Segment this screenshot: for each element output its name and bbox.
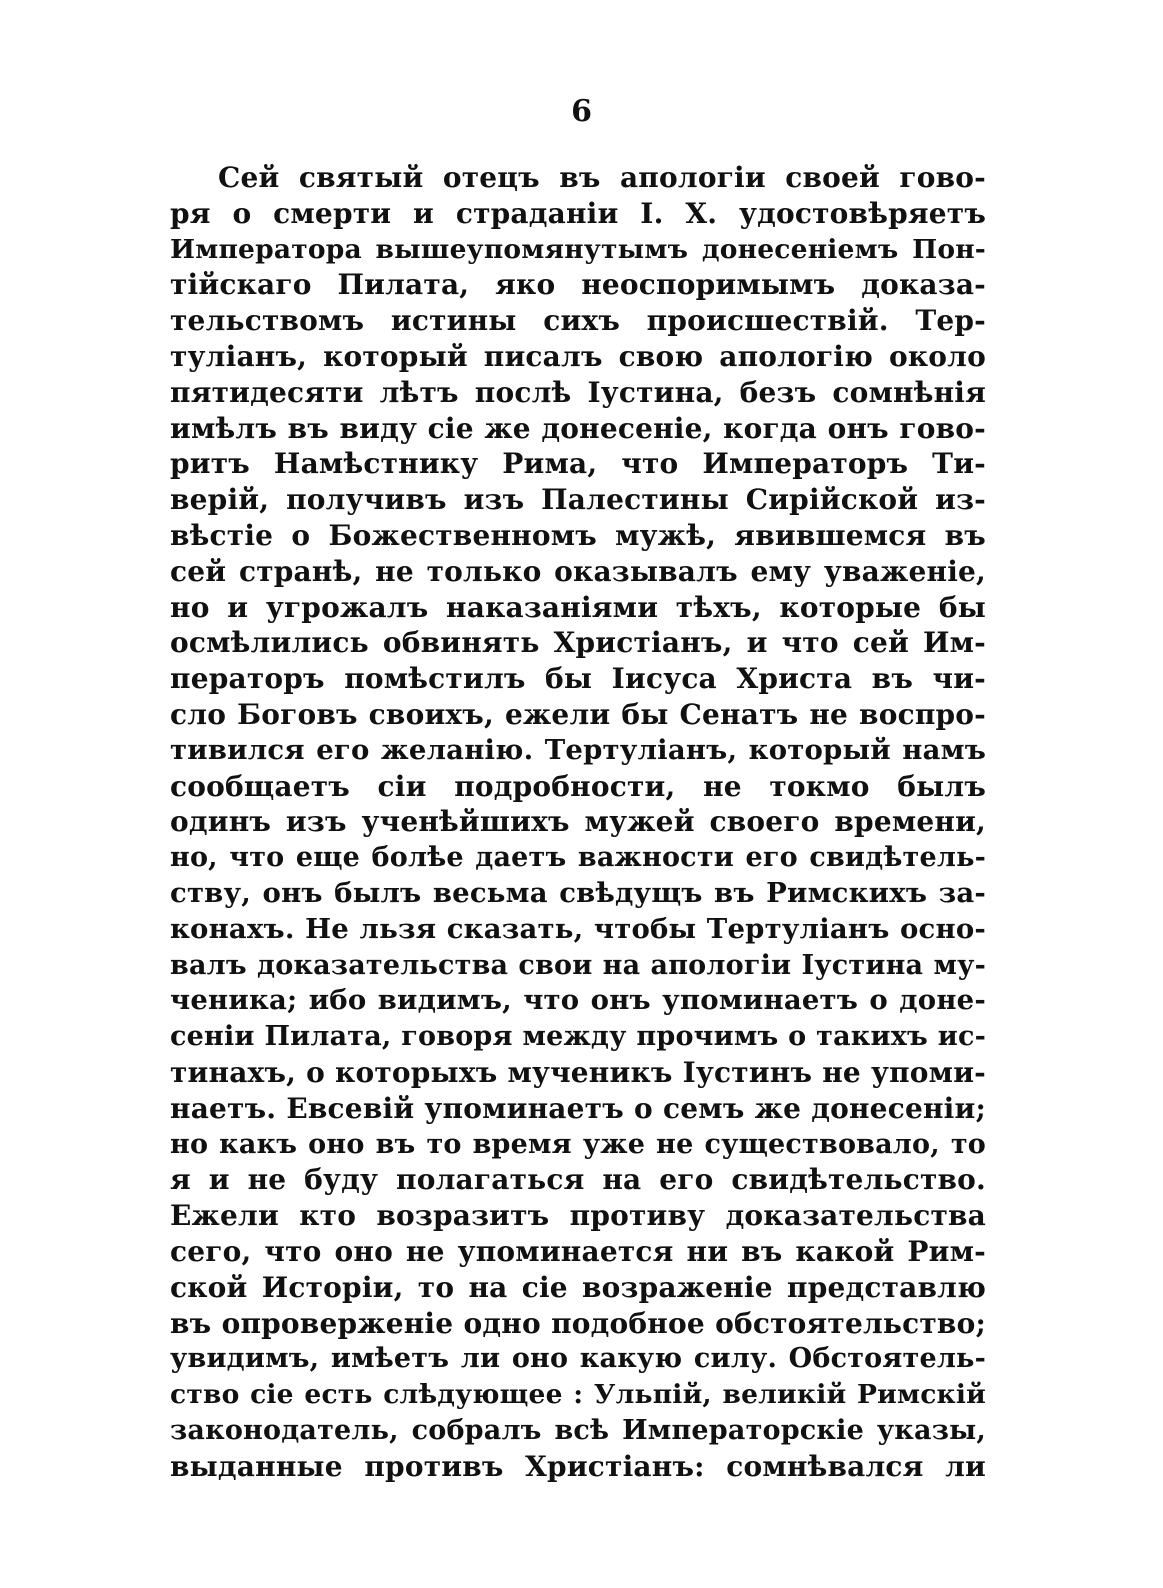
text-line: туліанъ, который писалъ свою апологію около [170, 339, 986, 373]
text-line: Сей святый отецъ въ апологіи своей гово- [218, 161, 986, 194]
text-line: но, что еще болѣе даетъ важности его свидѣтель- [170, 842, 986, 874]
text-line: но и угрожалъ наказаніями тѣхъ, которые бы [170, 590, 986, 624]
text-line: ператоръ помѣстилъ бы Іисуса Христа въ чи- [170, 662, 986, 696]
text-line: конахъ. Не льзя сказать, чтобы Тертуліанъ осно- [170, 912, 986, 945]
text-line: имѣлъ въ виду сіе же донесеніе, когда онъ гово- [170, 411, 986, 445]
text-line: но какъ оно въ то время уже не существовало, то [170, 1128, 986, 1160]
text-line: тинахъ, о которыхъ мученикъ Іустинъ не упоми- [170, 1055, 986, 1089]
text-line: сло Боговъ своихъ, ежели бы Сенатъ не воспро- [170, 697, 986, 731]
text-line: наетъ. Евсевій упоминаетъ о семъ же донесеніи; [170, 1091, 986, 1125]
page-number: 6 [571, 94, 592, 129]
text-line: тельствомъ истины сихъ происшествій. Тер- [170, 304, 986, 338]
text-line: сообщаетъ сіи подробности, не токмо былъ [170, 769, 986, 803]
text-line: выданные противъ Христіанъ: сомнѣвался ли [170, 1449, 986, 1483]
text-line: законодатель, собралъ всѣ Императорскіе указы, [170, 1414, 986, 1446]
text-line: ря о смерти и страданіи І. Х. удостовѣряетъ [170, 196, 986, 230]
text-line: сей странѣ, не только оказывалъ ему уваженіе, [170, 554, 986, 588]
text-line: сеніи Пилата, говоря между прочимъ о такихъ ис- [170, 1021, 986, 1053]
text-line: тійскаго Пилата, яко неоспоримымъ доказа- [170, 268, 986, 302]
text-line: верій, получивъ изъ Палестины Сирійской из- [170, 483, 986, 517]
text-line: ченика; ибо видимъ, что онъ упоминаетъ о доне- [170, 984, 986, 1017]
text-line: одинъ изъ ученѣйшихъ мужей своего времени, [170, 805, 986, 839]
text-line: тивился его желанію. Тертуліанъ, который намъ [170, 733, 986, 766]
text-line: ство сіе есть слѣдующее : Ульпій, великій Римскій [170, 1379, 986, 1411]
text-line: пятидесяти лѣтъ послѣ Іустина, безъ сомнѣнія [170, 375, 986, 409]
body-text [170, 160, 986, 1484]
text-line: ской Исторіи, то на сіе возраженіе представлю [170, 1270, 986, 1304]
text-line: осмѣлились обвинять Христіанъ, и что сей Им- [170, 626, 986, 660]
text-line: увидимъ, имѣетъ ли оно какую силу. Обстоятель- [170, 1343, 986, 1375]
text-line: въ опроверженіе одно подобное обстоятельство; [170, 1306, 986, 1340]
text-line: сего, что оно не упоминается ни въ какой Рим- [170, 1234, 986, 1268]
text-line: ству, онъ былъ весьма свѣдущъ въ Римскихъ за- [170, 876, 986, 909]
text-line: Ежели кто возразитъ противу доказательства [170, 1199, 986, 1233]
text-line: вѣстіе о Божественномъ мужѣ, явившемся въ [170, 518, 986, 552]
text-line: ритъ Намѣстнику Рима, что Императоръ Ти- [170, 447, 986, 481]
text-line: Императора вышеупомянутымъ донесеніемъ Пон- [170, 233, 986, 265]
text-line: валъ доказательства свои на апологіи Іустина му- [170, 949, 986, 981]
text-line: я и не буду полагаться на его свидѣтельство. [170, 1163, 986, 1197]
